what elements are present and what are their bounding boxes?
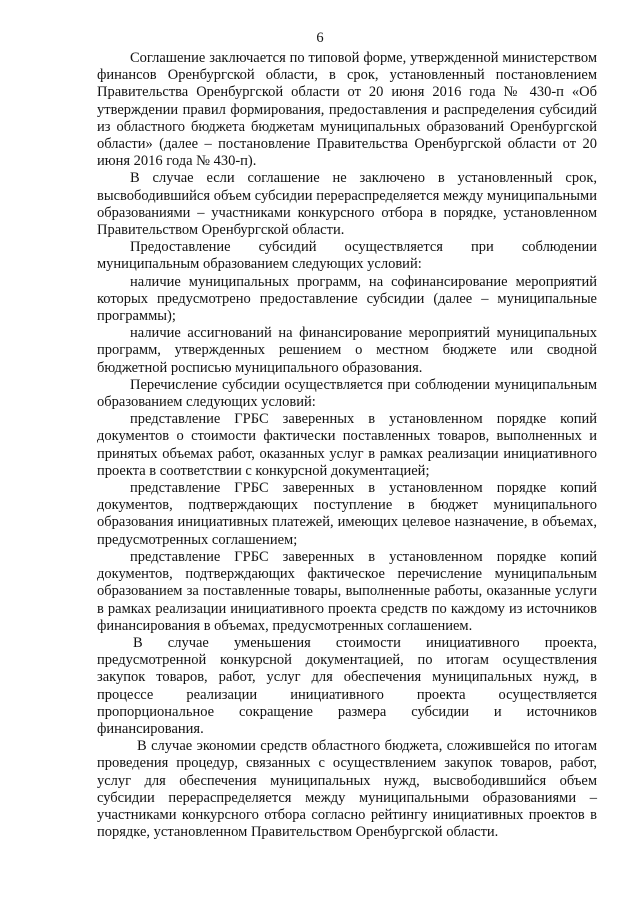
page-number: 6 (316, 30, 324, 46)
paragraph-budget-savings: В случае экономии средств областного бюджета, сложившейся по итогам проведения процедур, связанных с осуществлением закупок товаров, работ, услуг для обеспечения муниципальных нужд, высвободившийся объем субсидии перераспределяется между муниципальными образованиями – участниками конкурсного отбора согласно рейтингу инициативных проектов в порядке, установленном Правительством Оренбургской области. (97, 738, 597, 841)
document-body (97, 50, 597, 841)
paragraph-condition-allocations: наличие ассигнований на финансирование мероприятий муниципальных программ, утвержденных решением о местном бюджете или сводной бюджетной росписью муниципального образования. (97, 325, 597, 376)
paragraph-provision-conditions: Предоставление субсидий осуществляется при соблюдении муниципальным образованием следующих условий: (97, 239, 597, 273)
paragraph-agreement-form: Соглашение заключается по типовой форме, утвержденной министерством финансов Оренбургской области, в срок, установленный постановлением Правительства Оренбургской области от 20 июня 2016 года № 430-п «Об утверждении правил формирования, предоставления и распределения субсидий из областного бюджета бюджетам муниципальных образований Оренбургской области» (далее – постановление Правительства Оренбургской области от 20 июня 2016 года № 430-п). (97, 50, 597, 170)
paragraph-documents-cost: представление ГРБС заверенных в установленном порядке копий документов о стоимости фактически поставленных товаров, выполненных и принятых объемах работ, оказанных услуг в рамках реализации инициативного проекта в соответствии с конкурсной документацией; (97, 411, 597, 479)
paragraph-transfer-conditions: Перечисление субсидии осуществляется при соблюдении муниципальным образованием следующих условий: (97, 376, 597, 411)
paragraph-condition-programs: наличие муниципальных программ, на софинансирование мероприятий которых предусмотрено предоставление субсидии (далее – муниципальные программы); (97, 273, 597, 325)
paragraph-unconcluded-agreement: В случае если соглашение не заключено в установленный срок, высвободившийся объем субсидии перераспределяется между муниципальными образованиями – участниками конкурсного отбора в порядке, установленном Правительством Оренбургской области. (97, 170, 597, 239)
paragraph-documents-payments: представление ГРБС заверенных в установленном порядке копий документов, подтверждающих поступление в бюджет муниципального образования инициативных платежей, имеющих целевое назначение, в объемах, предусмотренных соглашением; (97, 480, 597, 548)
paragraph-cost-reduction: В случае уменьшения стоимости инициативного проекта, предусмотренной конкурсной документацией, по итогам осуществления закупок товаров, работ, услуг для обеспечения муниципальных нужд, в процессе реализации инициативного проекта осуществляется пропорциональное сокращение размера субсидии и источников финансирования. (97, 634, 597, 737)
paragraph-documents-transfer: представление ГРБС заверенных в установленном порядке копий документов, подтверждающих фактическое перечисление муниципальным образованием за поставленные товары, выполненные работы, оказанные услуги в рамках реализации инициативного проекта средств по каждому из источников финансирования в объемах, предусмотренных соглашением. (97, 548, 597, 634)
